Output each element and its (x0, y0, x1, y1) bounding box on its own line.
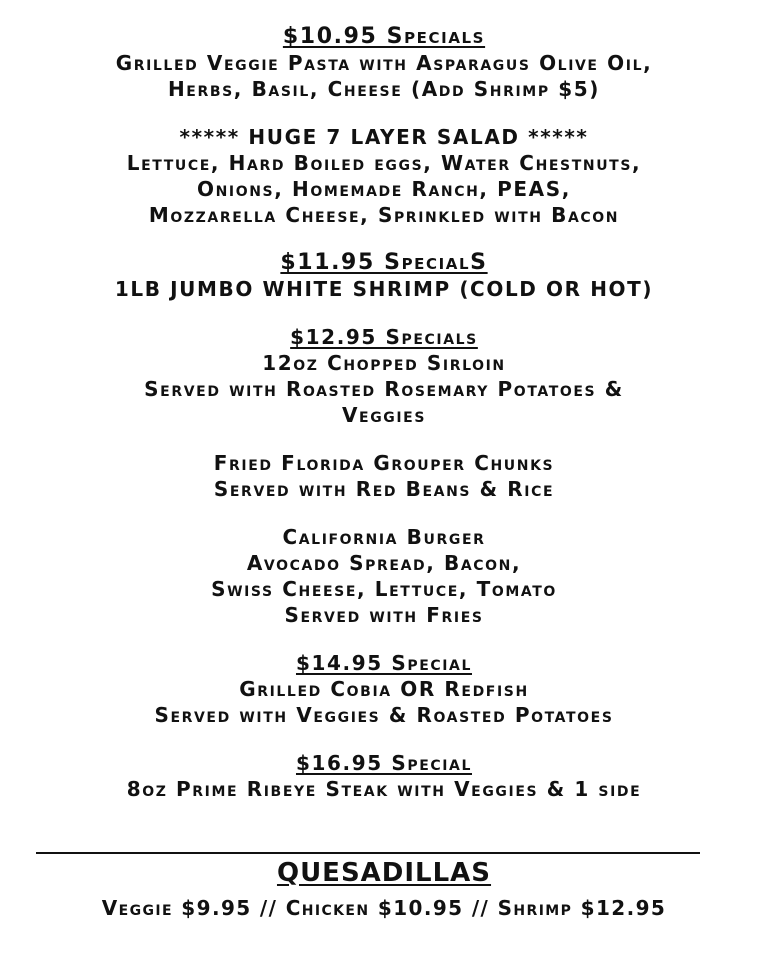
menu-item-line: 8oz Prime Ribeye Steak with Veggies & 1 side (126, 777, 642, 801)
menu-item-line: Mozzarella Cheese, Sprinkled with Bacon (148, 203, 620, 227)
quesadillas-prices: Veggie $9.95 // Chicken $10.95 // Shrimp $12.95 (101, 896, 667, 920)
menu-section-1295 (0, 324, 768, 428)
menu-item-line: Served with Fries (284, 603, 484, 627)
section-price-header: $10.95 Specials (282, 24, 486, 49)
menu-item-line: Grilled Cobia OR Redfish (239, 677, 529, 701)
section-price-header: $16.95 Special (295, 751, 472, 775)
menu-item-line: Swiss Cheese, Lettuce, Tomato (211, 577, 557, 601)
salad-title: ***** HUGE 7 LAYER SALAD ***** (179, 125, 589, 149)
menu-section-salad (0, 124, 768, 228)
menu-item-line: Veggies (341, 403, 427, 427)
menu-section-grouper (0, 450, 768, 502)
menu-section-1695 (0, 750, 768, 802)
section-price-header: $14.95 Special (295, 651, 472, 675)
quesadillas-title: QUESADILLAS (276, 858, 492, 888)
section-price-header: $12.95 Specials (290, 325, 478, 349)
menu-item-line: Grilled Veggie Pasta with Asparagus Olive Oil, (115, 51, 653, 75)
menu-item-line: Served with Roasted Rosemary Potatoes & (144, 377, 624, 401)
menu-item-line: 12oz Chopped Sirloin (262, 351, 506, 375)
menu-item-line: Fried Florida Grouper Chunks (213, 451, 555, 475)
menu-item-line: 1LB JUMBO WHITE SHRIMP (COLD OR HOT) (114, 277, 654, 301)
menu-item-line: Served with Red Beans & Rice (213, 477, 555, 501)
menu-item-line: Herbs, Basil, Cheese (Add Shrimp $5) (167, 77, 601, 101)
menu-item-line: Onions, Homemade Ranch, PEAS, (197, 177, 571, 201)
menu-item-line: Lettuce, Hard Boiled eggs, Water Chestnuts, (126, 151, 642, 175)
menu-section-1095 (0, 24, 768, 102)
menu-item-line: Avocado Spread, Bacon, (246, 551, 522, 575)
divider-rule (36, 852, 700, 854)
menu-section-1195 (0, 250, 768, 302)
menu-item-line: Served with Veggies & Roasted Potatoes (154, 703, 614, 727)
menu-item-line: California Burger (282, 525, 486, 549)
menu-section-burger (0, 524, 768, 628)
menu-section-1495 (0, 650, 768, 728)
section-price-header: $11.95 SpecialS (280, 250, 488, 275)
